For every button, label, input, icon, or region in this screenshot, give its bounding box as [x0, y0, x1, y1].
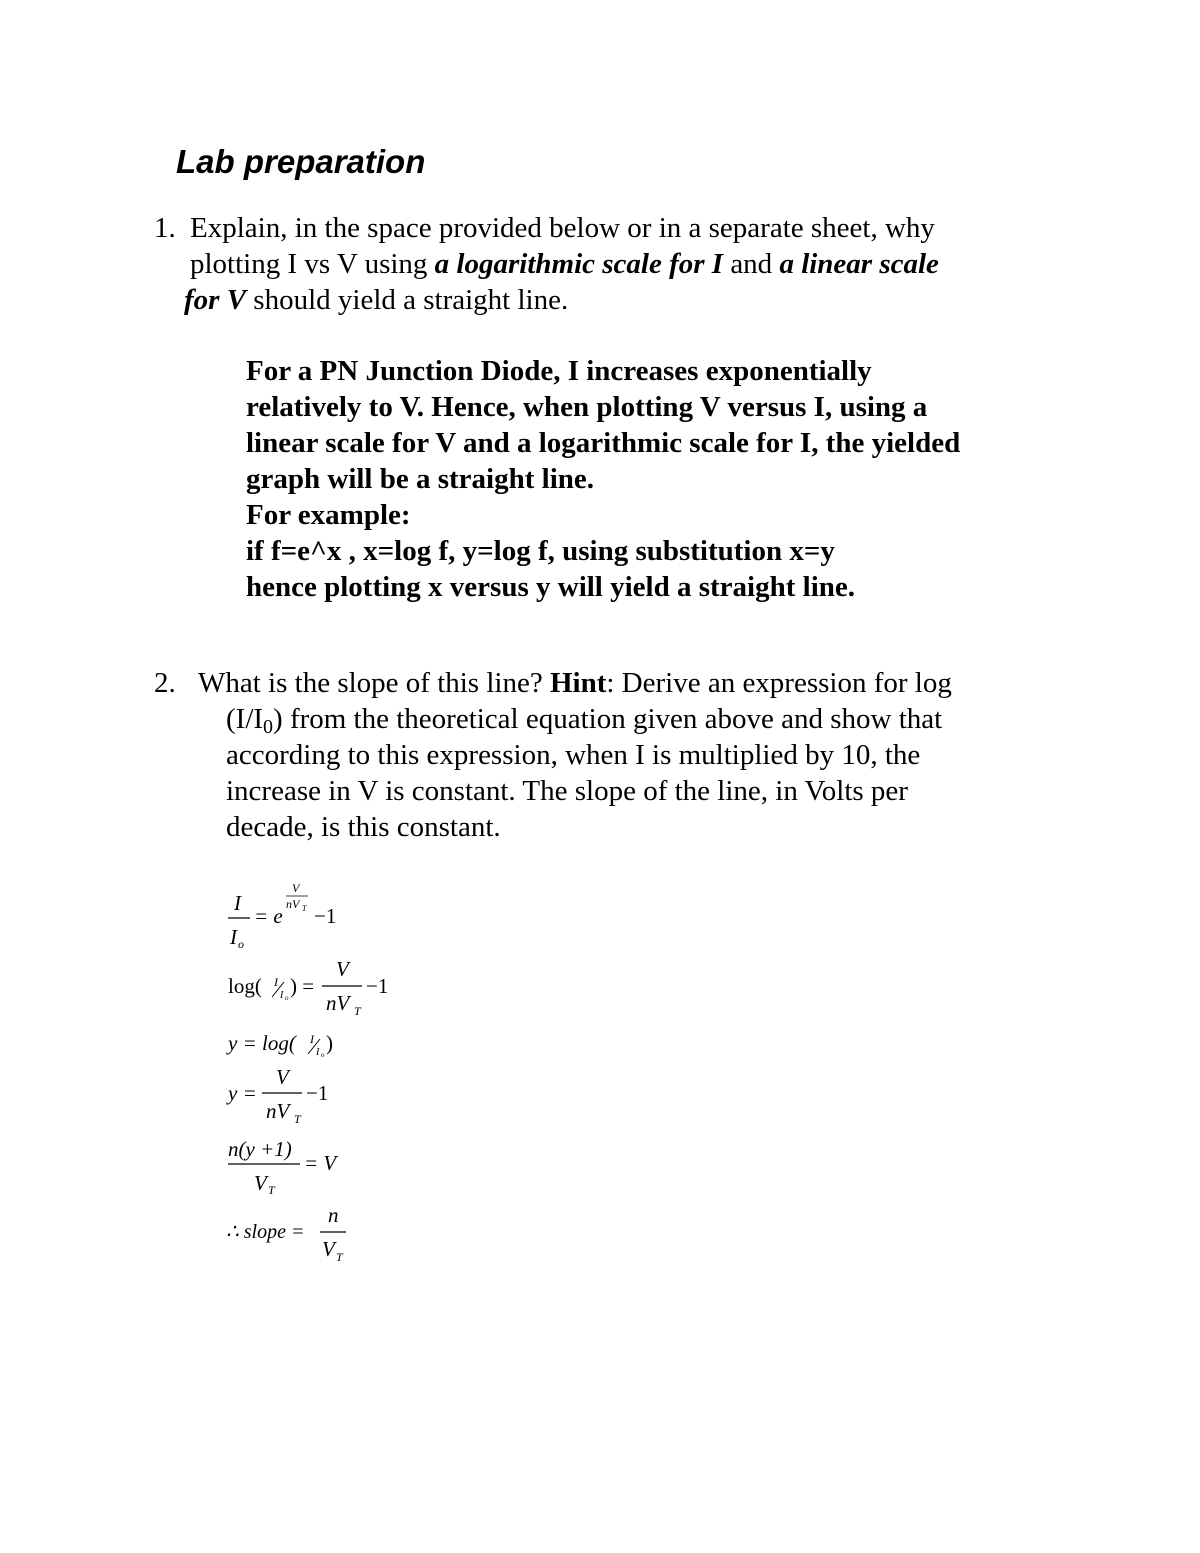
- eq5-denominator-sub: T: [268, 1183, 275, 1197]
- q1-for-v-emphasis: for V: [184, 284, 247, 316]
- question-1-text: [184, 210, 1040, 318]
- eq4-denominator: nV: [266, 1099, 290, 1123]
- q2-line2-a: (I/I: [226, 703, 264, 735]
- q2-hint-label: Hint: [549, 667, 607, 699]
- equation-1: [228, 881, 336, 951]
- eq2-denominator: nV: [326, 991, 350, 1015]
- question-2-line-5: decade, is this constant.: [226, 811, 501, 843]
- eq4-numerator: V: [276, 1065, 289, 1089]
- question-2-line-1: [198, 665, 1048, 701]
- question-2-line-4: increase in V is constant. The slope of the line, in Volts per: [226, 775, 908, 807]
- page-title: Lab preparation: [176, 143, 426, 180]
- answer-line-1: For a PN Junction Diode, I increases exponentially: [246, 355, 872, 387]
- answer-line-3: linear scale for V and a logarithmic scale for I, the yielded: [246, 427, 961, 459]
- q1-line3-plain: should yield a straight line.: [246, 284, 569, 316]
- eq1-exp-denominator-sub: T: [302, 904, 307, 913]
- equation-6: [226, 1203, 346, 1264]
- equation-derivation-svg: [222, 878, 402, 1268]
- question-1-line-3: [184, 282, 1040, 318]
- equation-5: [228, 1137, 338, 1197]
- q1-line2-and: and: [723, 248, 780, 280]
- eq3-frac-numerator: I: [310, 1032, 314, 1046]
- question-2-text: [198, 665, 1048, 845]
- q2-line2-b: ) from the theoretical equation given above and show that: [273, 703, 943, 735]
- answer-line-4: graph will be a straight line.: [246, 463, 595, 495]
- eq6-lhs: ∴ slope =: [226, 1221, 305, 1243]
- q1-line2-plain: plotting I vs V using: [190, 248, 435, 280]
- q2-line1-plain: What is the slope of this line?: [198, 667, 550, 699]
- eq4-lhs: y =: [228, 1081, 257, 1105]
- eq1-numerator: I: [234, 891, 241, 915]
- question-1-line-1: Explain, in the space provided below or in a separate sheet, why: [190, 212, 935, 244]
- eq3-close: ): [326, 1031, 333, 1055]
- answer-line-5: For example:: [246, 499, 411, 531]
- eq3-lhs: y = log(: [228, 1031, 296, 1055]
- equation-derivation: [222, 878, 402, 1268]
- eq2-frac-denominator: I: [280, 990, 284, 1001]
- eq6-denominator: V: [322, 1237, 335, 1261]
- eq5-denominator: V: [254, 1171, 267, 1195]
- eq2-minus-one: −1: [366, 974, 389, 998]
- eq2-close-equals: ) =: [290, 974, 315, 998]
- q1-linear-scale-emphasis: a linear scale: [779, 248, 939, 280]
- question-1-number: 1.: [154, 212, 176, 244]
- eq2-frac-denominator-sub: o: [285, 994, 289, 1002]
- q2-line2-subscript: 0: [263, 716, 274, 738]
- eq2-numerator: V: [336, 957, 349, 981]
- eq1-minus-one: −1: [314, 904, 337, 928]
- q2-line1-rest: : Derive an expression for log: [606, 667, 952, 699]
- question-2-line-2: [226, 701, 1048, 737]
- equation-3: [226, 1031, 333, 1059]
- question-2-line-3: according to this expression, when I is multiplied by 10, the: [226, 739, 921, 771]
- q1-log-scale-emphasis: a logarithmic scale for I: [434, 248, 724, 280]
- eq1-denominator-sub: o: [238, 937, 244, 951]
- question-2-number: 2.: [154, 667, 176, 699]
- eq3-frac-denominator: I: [316, 1047, 320, 1058]
- answer-line-7: hence plotting x versus y will yield a straight line.: [246, 571, 855, 603]
- answer-line-6: if f=e^x , x=log f, y=log f, using substitution x=y: [246, 535, 835, 567]
- eq6-numerator: n: [328, 1203, 339, 1227]
- eq6-denominator-sub: T: [336, 1250, 343, 1264]
- eq1-exp-denominator: nV: [286, 897, 300, 911]
- eq1-exp-numerator: V: [292, 881, 300, 895]
- eq4-minus-one: −1: [306, 1081, 329, 1105]
- question-1-line-2: [190, 246, 1040, 282]
- equation-2: [228, 957, 388, 1018]
- eq5-numerator: n(y +1): [228, 1137, 292, 1161]
- equation-4: [226, 1065, 328, 1126]
- eq5-rhs: = V: [304, 1151, 337, 1175]
- eq3-frac-denominator-sub: o: [321, 1051, 325, 1059]
- eq2-denominator-sub: T: [354, 1004, 361, 1018]
- eq2-frac-numerator: I: [274, 975, 278, 989]
- eq4-denominator-sub: T: [294, 1112, 301, 1126]
- eq1-e: = e: [254, 904, 283, 928]
- answer-block: [246, 353, 1046, 605]
- eq2-log: log(: [228, 974, 262, 998]
- answer-line-2: relatively to V. Hence, when plotting V versus I, using a: [246, 391, 928, 423]
- eq1-denominator: I: [230, 925, 237, 949]
